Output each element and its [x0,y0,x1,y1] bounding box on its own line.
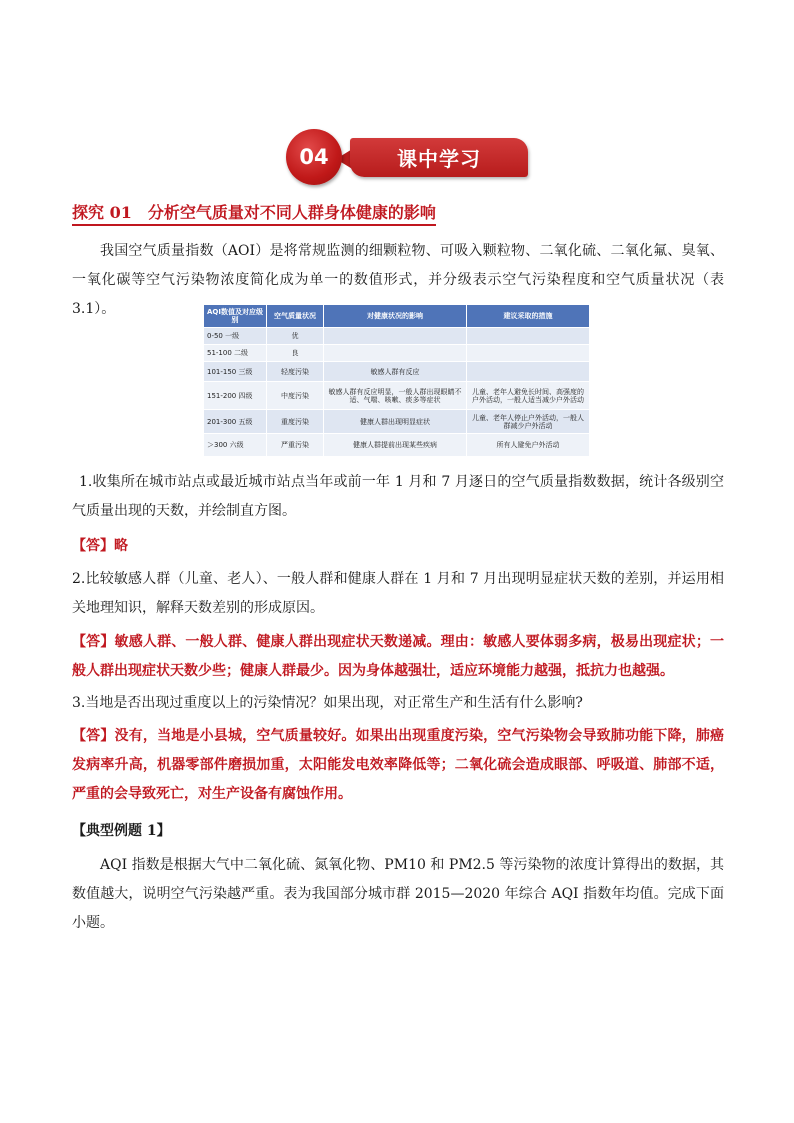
answer-1 [72,532,724,561]
table-cell: 0-50 一级 [204,328,267,345]
table-row [204,328,590,345]
table-cell: 所有人避免户外活动 [467,434,590,457]
example-title: 【典型例题 1】 [72,823,171,839]
table-cell: 健康人群出现明显症状 [324,410,467,434]
table-cell: 中度污染 [267,382,324,410]
example-paragraph: AQI 指数是根据大气中二氧化硫、氮氧化物、PM10 和 PM2.5 等污染物的浓度计算得出的数据，其数值越大，说明空气污染越严重。表为我国部分城市群 2015—2020 年综合 AQI 指数年均值。完成下面小题。 [72,857,724,931]
table-cell: 严重污染 [267,434,324,457]
table-cell: 151-200 四级 [204,382,267,410]
table-cell [467,328,590,345]
table-cell: 儿童、老年人停止户外活动，一般人群减少户外活动 [467,410,590,434]
table-header-row [204,305,590,328]
section-number: 04 [299,145,329,169]
answer-text: 略 [114,538,128,554]
intro-paragraph: 我国空气质量指数（AOI）是将常规监测的细颗粒物、可吸入颗粒物、二氧化硫、二氧化氟、臭氧、一氧化碳等空气污染物浓度简化成为单一的数值形式，并分级表示空气污染程度和空气质量状况（表 3.1）。 [72,243,724,317]
section-title: 探究 01 分析空气质量对不同人群身体健康的影响 [72,200,436,226]
table-cell: 201-300 五级 [204,410,267,434]
answer-text: 敏感人群、一般人群、健康人群出现症状天数递减。理由：敏感人要体弱多病，极易出现症状；一般人群出现症状天数少些；健康人群最少。因为身体越强壮，适应环境能力越强，抵抗力也越强。 [72,634,725,679]
table-cell: 优 [267,328,324,345]
table-cell: 51-100 二级 [204,345,267,362]
table-header-cell: 建议采取的措施 [467,305,590,328]
table-cell: 轻度污染 [267,362,324,382]
section-header-banner [350,138,528,177]
table-cell: 重度污染 [267,410,324,434]
table-cell [324,328,467,345]
table-cell [467,362,590,382]
answer-tag: 【答】 [72,728,115,744]
answer-tag: 【答】 [72,634,115,650]
table-cell: 敏感人群有反应 [324,362,467,382]
table-row [204,362,590,382]
table-header-cell: AQI数值及对应级别 [204,305,267,328]
section-number-badge [286,129,342,185]
table-row [204,410,590,434]
answer-2 [72,628,724,686]
table-cell [467,345,590,362]
answer-tag: 【答】 [72,538,114,554]
answer-3 [72,722,724,809]
table-cell: 101-150 三级 [204,362,267,382]
table-row [204,434,590,457]
table-header-cell: 空气质量状况 [267,305,324,328]
table-cell: 儿童、老年人避免长时间、高强度的户外活动，一般人适当减少户外活动 [467,382,590,410]
table-header-cell: 对健康状况的影响 [324,305,467,328]
answer-text: 没有，当地是小县城，空气质量较好。如果出出现重度污染，空气污染物会导致肺功能下降，肺癌发病率升高，机器零部件磨损加重，太阳能发电效率降低等；二氧化硫会造成眼部、呼吸道、肺部不适，严重的会导致死亡，对生产设备有腐蚀作用。 [72,728,725,802]
table-cell: 敏感人群有反应明显，一般人群出现眼睛不适、气喘、咳嗽、痰多等症状 [324,382,467,410]
table-cell [324,345,467,362]
table-cell: 健康人群提前出现某些疾病 [324,434,467,457]
table-cell: ＞300 六级 [204,434,267,457]
question-1: 1.收集所在城市站点或最近城市站点当年或前一年 1 月和 7 月逐日的空气质量指数数据，统计各级别空气质量出现的天数，并绘制直方图。 [72,474,724,519]
question-2: 2.比较敏感人群（儿童、老人）、一般人群和健康人群在 1 月和 7 月出现明显症状天数的差别，并运用相关地理知识，解释天数差别的形成原因。 [72,571,724,616]
question-3: 3.当地是否出现过重度以上的污染情况？如果出现，对正常生产和生活有什么影响? [72,695,583,711]
aqi-table [203,304,590,457]
table-cell: 良 [267,345,324,362]
section-header-title: 课中学习 [397,147,481,171]
table-row [204,345,590,362]
table-row [204,382,590,410]
